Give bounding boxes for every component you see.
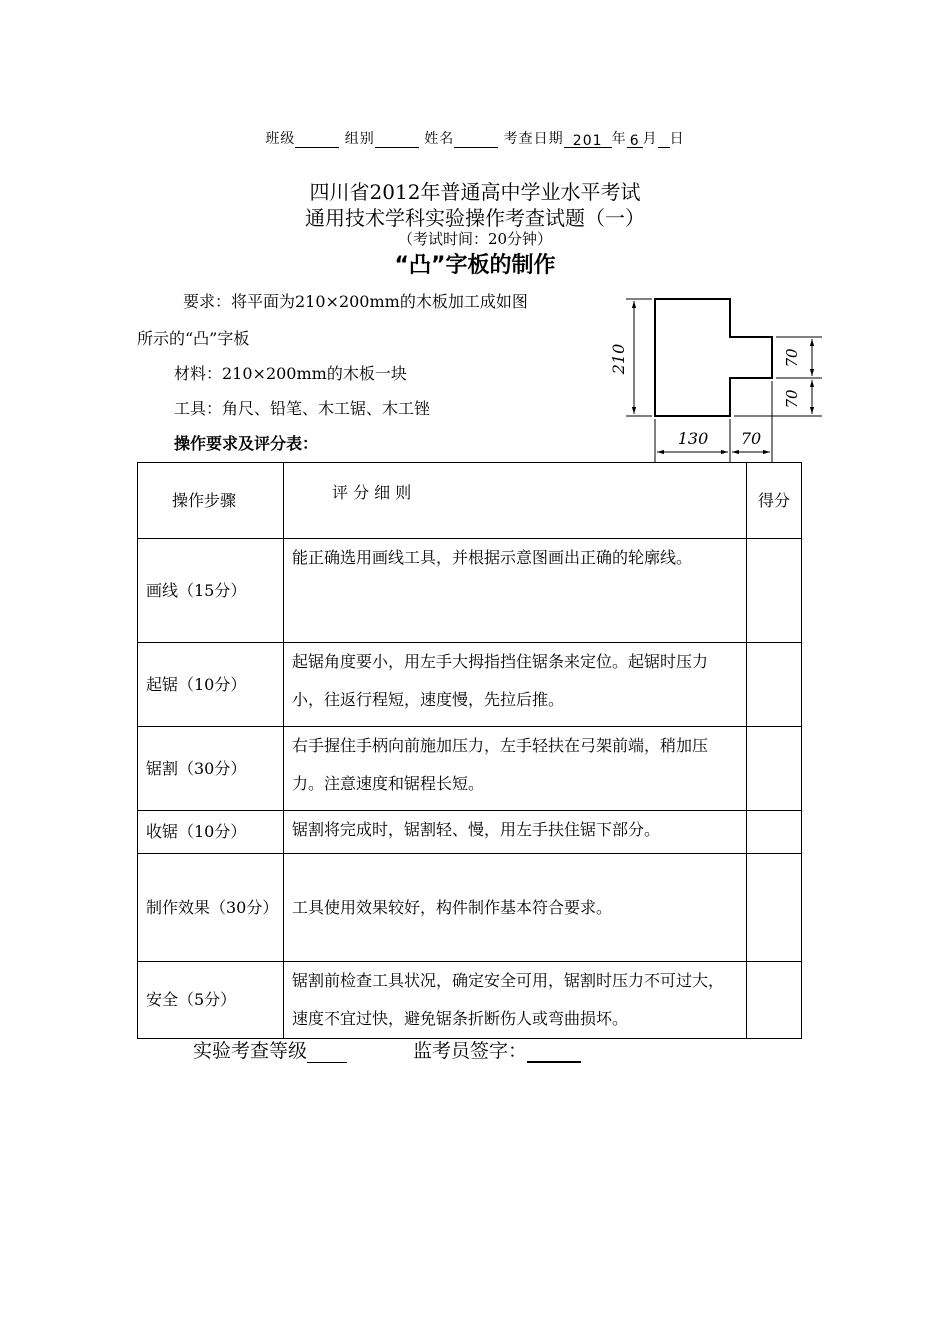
dim-height-label: 210 (609, 343, 628, 375)
examiner-signature-field[interactable] (527, 1043, 581, 1063)
month-suffix: 月 (642, 131, 658, 147)
score-cell[interactable] (747, 727, 802, 811)
month-field[interactable]: 6 (627, 133, 643, 148)
dim-right-label: 70 (740, 429, 762, 448)
task-title: “凸”字板的制作 (394, 253, 556, 278)
detail-cell: 能正确选用画线工具，并根据示意图画出正确的轮廓线。 (284, 539, 747, 643)
score-cell[interactable] (747, 962, 802, 1039)
examiner-label: 监考员签字： (413, 1040, 528, 1062)
class-label: 班级 (265, 131, 296, 147)
name-field[interactable] (454, 133, 498, 148)
step-cell: 制作效果（30分） (138, 854, 284, 962)
tools-line: 工具：角尺、铅笔、木工锯、木工锉 (174, 399, 431, 418)
header-step: 操作步骤 (138, 463, 284, 539)
name-label: 姓名 (424, 131, 455, 147)
day-field[interactable] (658, 133, 670, 148)
score-cell[interactable] (747, 643, 802, 727)
requirement-line-2: 所示的“凸”字板 (137, 329, 250, 348)
materials-line: 材料：210×200mm的木板一块 (174, 364, 407, 383)
score-cell[interactable] (747, 811, 802, 854)
group-field[interactable] (375, 133, 419, 148)
dim-upper-label: 70 (783, 348, 801, 368)
class-field[interactable] (295, 133, 339, 148)
year-field[interactable]: 201 (564, 133, 612, 148)
requirement-line-1: 要求：将平面为210×200mm的木板加工成如图 (183, 292, 528, 311)
table-row (138, 643, 802, 727)
detail-cell: 锯割前检查工具状况，确定安全可用，锯割时压力不可过大，速度不宜过快，避免锯条折断伤人或弯曲损坏。 (284, 962, 747, 1039)
group-label: 组别 (344, 131, 375, 147)
dim-lower-label: 70 (783, 389, 801, 409)
header-score: 得分 (747, 463, 802, 539)
grade-block (193, 1036, 347, 1063)
scoring-table (137, 462, 802, 1039)
step-cell: 收锯（10分） (138, 811, 284, 854)
detail-cell: 锯割将完成时，锯割轻、慢，用左手扶住锯下部分。 (284, 811, 747, 854)
score-cell[interactable] (747, 854, 802, 962)
table-heading: 操作要求及评分表： (174, 434, 319, 453)
step-cell: 起锯（10分） (138, 643, 284, 727)
year-suffix: 年 (611, 131, 627, 147)
tee-outline (655, 299, 772, 416)
table-row (138, 539, 802, 643)
grade-field[interactable] (307, 1044, 347, 1063)
table-row (138, 854, 802, 962)
grade-label: 实验考查等级 (193, 1040, 308, 1062)
examiner-block (413, 1036, 581, 1063)
exam-subtitle: 通用技术学科实验操作考查试题（一） (305, 206, 645, 230)
exam-info-line (0, 128, 950, 148)
detail-cell: 工具使用效果较好，构件制作基本符合要求。 (284, 854, 747, 962)
table-row (138, 727, 802, 811)
score-cell[interactable] (747, 539, 802, 643)
dim-left-label: 130 (677, 429, 709, 448)
table-row (138, 962, 802, 1039)
step-cell: 画线（15分） (138, 539, 284, 643)
step-cell: 锯割（30分） (138, 727, 284, 811)
day-suffix: 日 (669, 131, 685, 147)
table-header-row (138, 463, 802, 539)
step-cell: 安全（5分） (138, 962, 284, 1039)
tee-board-drawing (600, 285, 840, 470)
exam-time: （考试时间：20分钟） (397, 230, 553, 248)
detail-cell: 右手握住手柄向前施加压力，左手轻扶在弓架前端，稍加压力。注意速度和锯程长短。 (284, 727, 747, 811)
header-detail: 评 分 细 则 (284, 463, 747, 539)
detail-cell: 起锯角度要小，用左手大拇指挡住锯条来定位。起锯时压力小，往返行程短，速度慢，先拉后推。 (284, 643, 747, 727)
exam-title: 四川省2012年普通高中学业水平考试 (309, 180, 641, 204)
date-label: 考查日期 (503, 131, 564, 147)
table-row (138, 811, 802, 854)
